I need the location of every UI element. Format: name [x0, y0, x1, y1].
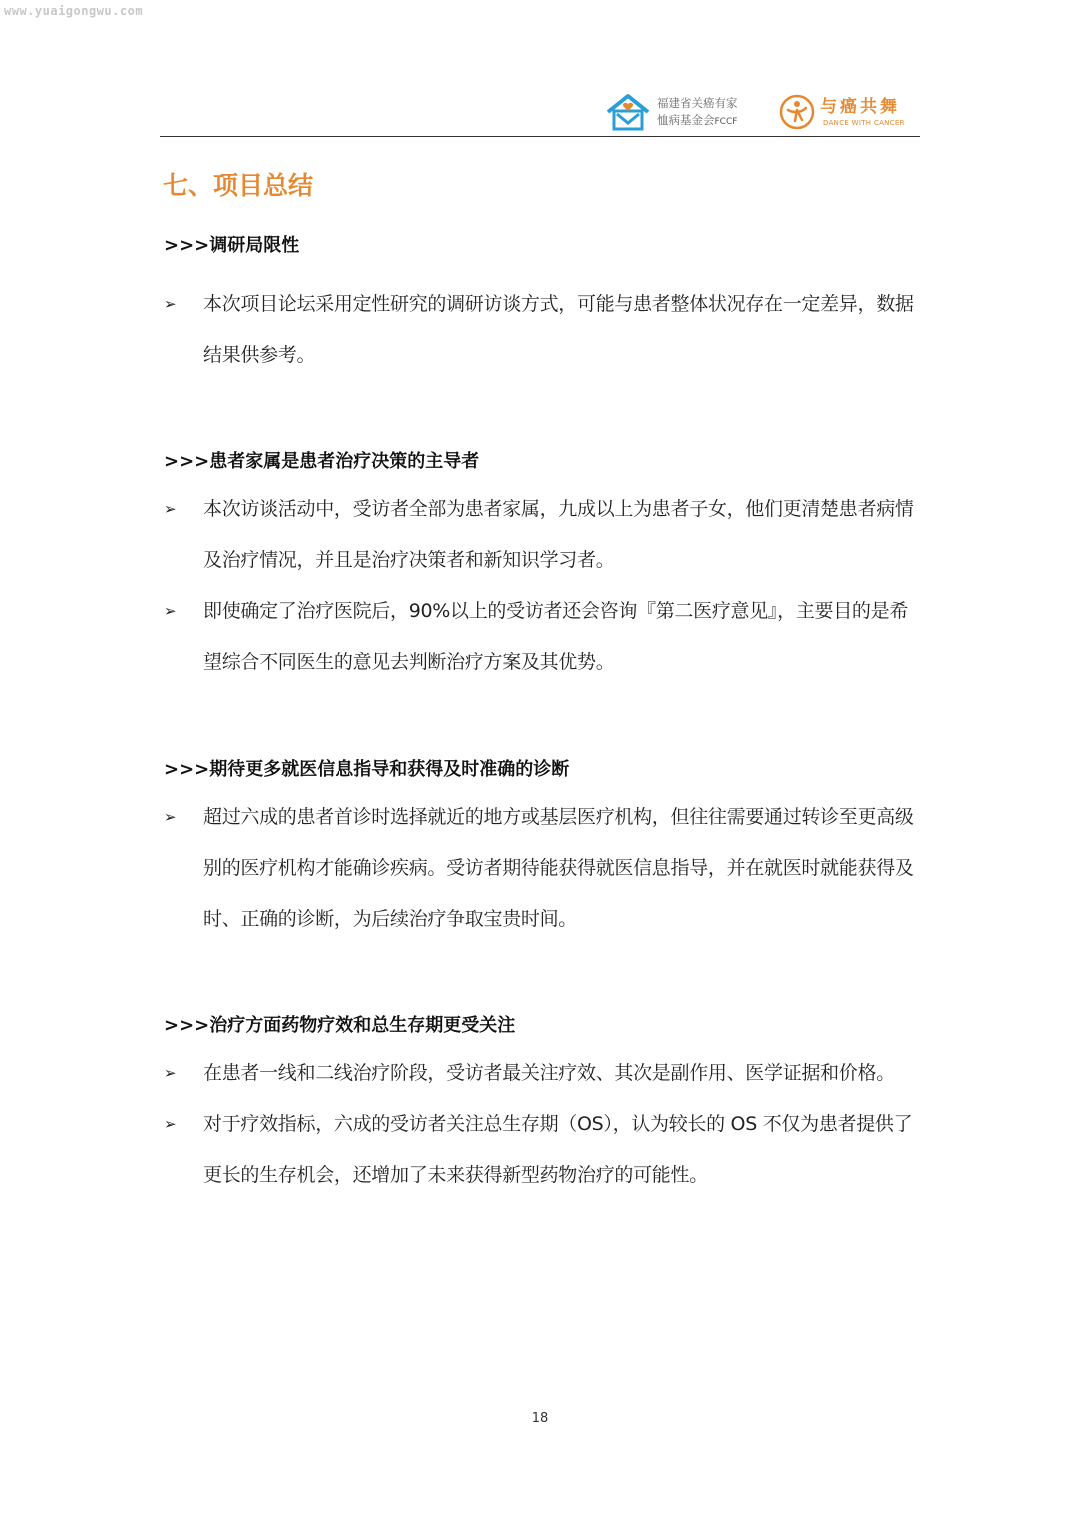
subsection-heading: >>>期待更多就医信息指导和获得及时准确的诊断: [164, 759, 570, 780]
page-number: 18: [531, 1411, 549, 1426]
arrow-bullet-icon: ➢: [164, 295, 177, 313]
subsection-heading: >>>调研局限性: [164, 235, 300, 256]
fccf-line1: 福建省关癌有家: [657, 96, 738, 110]
fccf-tag: FCCF: [714, 117, 738, 127]
bullet-text: 超过六成的患者首诊时选择就近的地方或基层医疗机构，但往往需要通过转诊至更高级别的医疗机构才能确诊疾病。受访者期待能获得就医信息指导，并在就医时就能获得及时、正确的诊断，为后续治疗争取宝贵时间。: [203, 806, 914, 930]
fccf-logo: [605, 92, 755, 134]
arrow-bullet-icon: ➢: [164, 1115, 177, 1133]
arrow-bullet-icon: ➢: [164, 808, 177, 826]
bullet-text: 本次项目论坛采用定性研究的调研访谈方式，可能与患者整体状况存在一定差异，数据结果供参考。: [203, 293, 914, 366]
bullet-text: 本次访谈活动中，受访者全部为患者家属，九成以上为患者子女，他们更清楚患者病情及治疗情况，并且是治疗决策者和新知识学习者。: [203, 498, 914, 571]
header-logos: [605, 92, 920, 134]
header-divider: [160, 136, 920, 137]
arrow-bullet-icon: ➢: [164, 1064, 177, 1082]
subsection-heading: >>>治疗方面药物疗效和总生存期更受关注: [164, 1015, 516, 1036]
dance-with-cancer-logo: [778, 92, 918, 134]
dwc-english-name: DANCE WITH CANCER: [823, 119, 905, 127]
dwc-chinese-name: 与癌共舞: [820, 97, 900, 117]
fccf-line2: 恤病基金会: [657, 113, 715, 127]
section-title: 七、项目总结: [163, 171, 314, 200]
bullet-text: 在患者一线和二线治疗阶段，受访者最关注疗效、其次是副作用、医学证据和价格。: [203, 1062, 895, 1084]
bullet-text: 即使确定了治疗医院后，90%以上的受访者还会咨询『第二医疗意见』，主要目的是希望综合不同医生的意见去判断治疗方案及其优势。: [203, 600, 909, 673]
dancing-figure-icon: [778, 93, 816, 131]
fccf-name: [657, 95, 738, 131]
watermark-text: www.yuaigongwu.com: [4, 4, 144, 18]
subsection-heading: >>>患者家属是患者治疗决策的主导者: [164, 451, 480, 472]
house-heart-icon: [605, 92, 651, 132]
arrow-bullet-icon: ➢: [164, 602, 177, 620]
arrow-bullet-icon: ➢: [164, 500, 177, 518]
bullet-text: 对于疗效指标，六成的受访者关注总生存期（OS），认为较长的 OS 不仅为患者提供了更长的生存机会，还增加了未来获得新型药物治疗的可能性。: [203, 1113, 913, 1186]
